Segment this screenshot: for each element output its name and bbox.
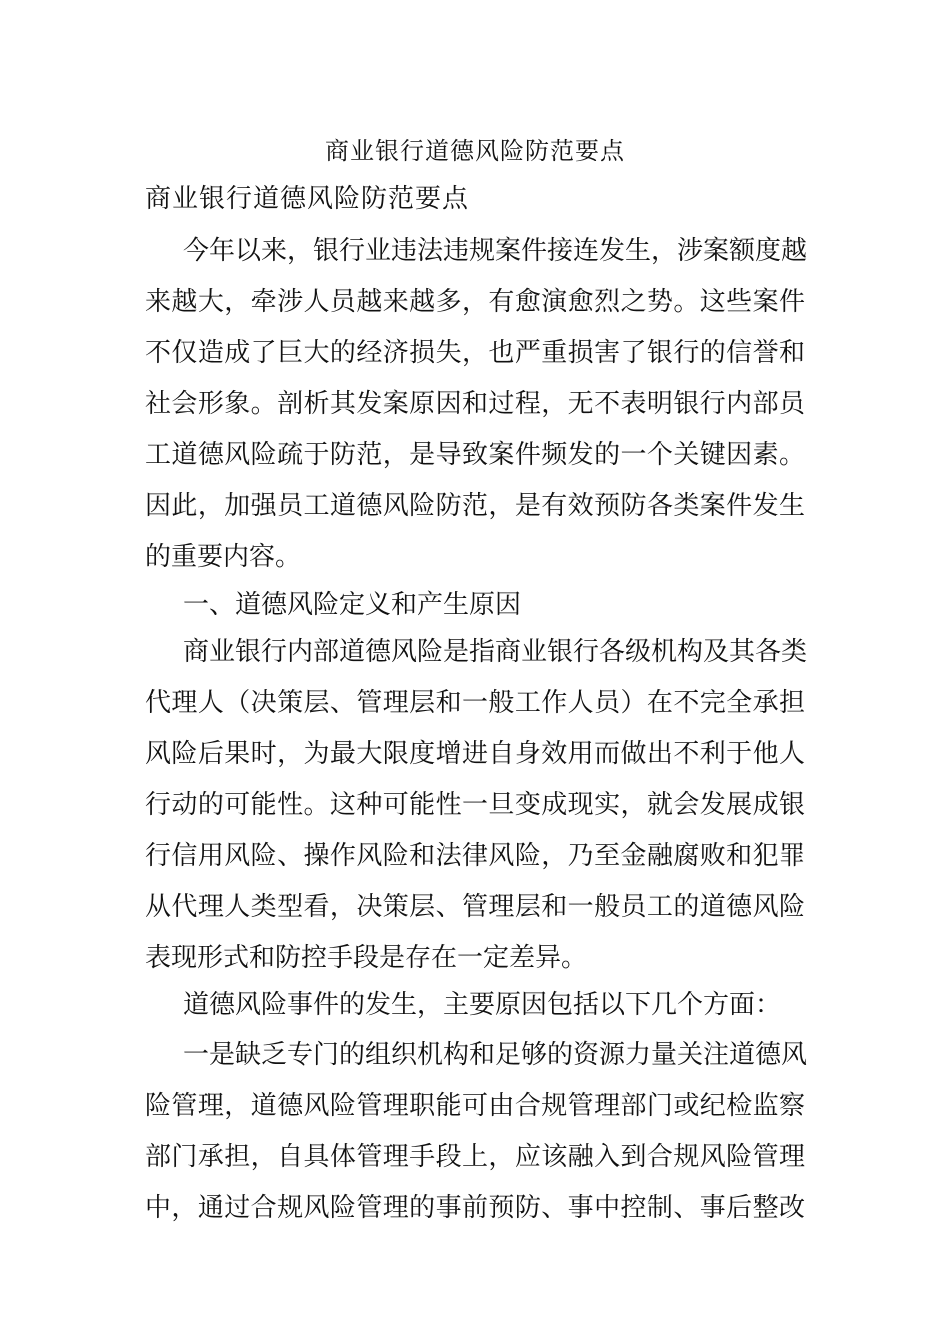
paragraph-line: 工道德风险疏于防范，是导致案件频发的一个关键因素。 <box>145 440 805 470</box>
paragraph-line: 风险后果时，为最大限度增进自身效用而做出不利于他人 <box>145 739 805 769</box>
paragraph-line: 道德风险事件的发生，主要原因包括以下几个方面： <box>183 990 782 1020</box>
paragraph-line: 从代理人类型看，决策层、管理层和一般员工的道德风险 <box>145 892 805 922</box>
paragraph-line: 商业银行内部道德风险是指商业银行各级机构及其各类 <box>183 637 808 667</box>
paragraph-line: 一是缺乏专门的组织机构和足够的资源力量关注道德风 <box>183 1040 808 1070</box>
document-subtitle: 商业银行道德风险防范要点 <box>145 184 470 214</box>
paragraph-line: 因此，加强员工道德风险防范，是有效预防各类案件发生 <box>145 491 805 521</box>
paragraph-line: 代理人（决策层、管理层和一般工作人员）在不完全承担 <box>145 688 805 718</box>
document-title: 商业银行道德风险防范要点 <box>325 137 625 165</box>
paragraph-line: 险管理，道德风险管理职能可由合规管理部门或纪检监察 <box>145 1091 805 1121</box>
paragraph-line: 表现形式和防控手段是存在一定差异。 <box>145 943 588 973</box>
paragraph-line: 今年以来，银行业违法违规案件接连发生，涉案额度越 <box>183 236 808 266</box>
paragraph-line: 不仅造成了巨大的经济损失，也严重损害了银行的信誉和 <box>145 338 805 368</box>
section-heading: 一、道德风险定义和产生原因 <box>183 590 522 620</box>
paragraph-line: 中，通过合规风险管理的事前预防、事中控制、事后整改 <box>145 1193 805 1223</box>
paragraph-line: 社会形象。剖析其发案原因和过程，无不表明银行内部员 <box>145 389 805 419</box>
paragraph-line: 的重要内容。 <box>145 542 302 572</box>
paragraph-line: 行信用风险、操作风险和法律风险，乃至金融腐败和犯罪 <box>145 841 805 871</box>
paragraph-line: 部门承担，自具体管理手段上，应该融入到合规风险管理 <box>145 1142 805 1172</box>
paragraph-line: 来越大，牵涉人员越来越多，有愈演愈烈之势。这些案件 <box>145 287 805 317</box>
paragraph-line: 行动的可能性。这种可能性一旦变成现实，就会发展成银 <box>145 790 805 820</box>
